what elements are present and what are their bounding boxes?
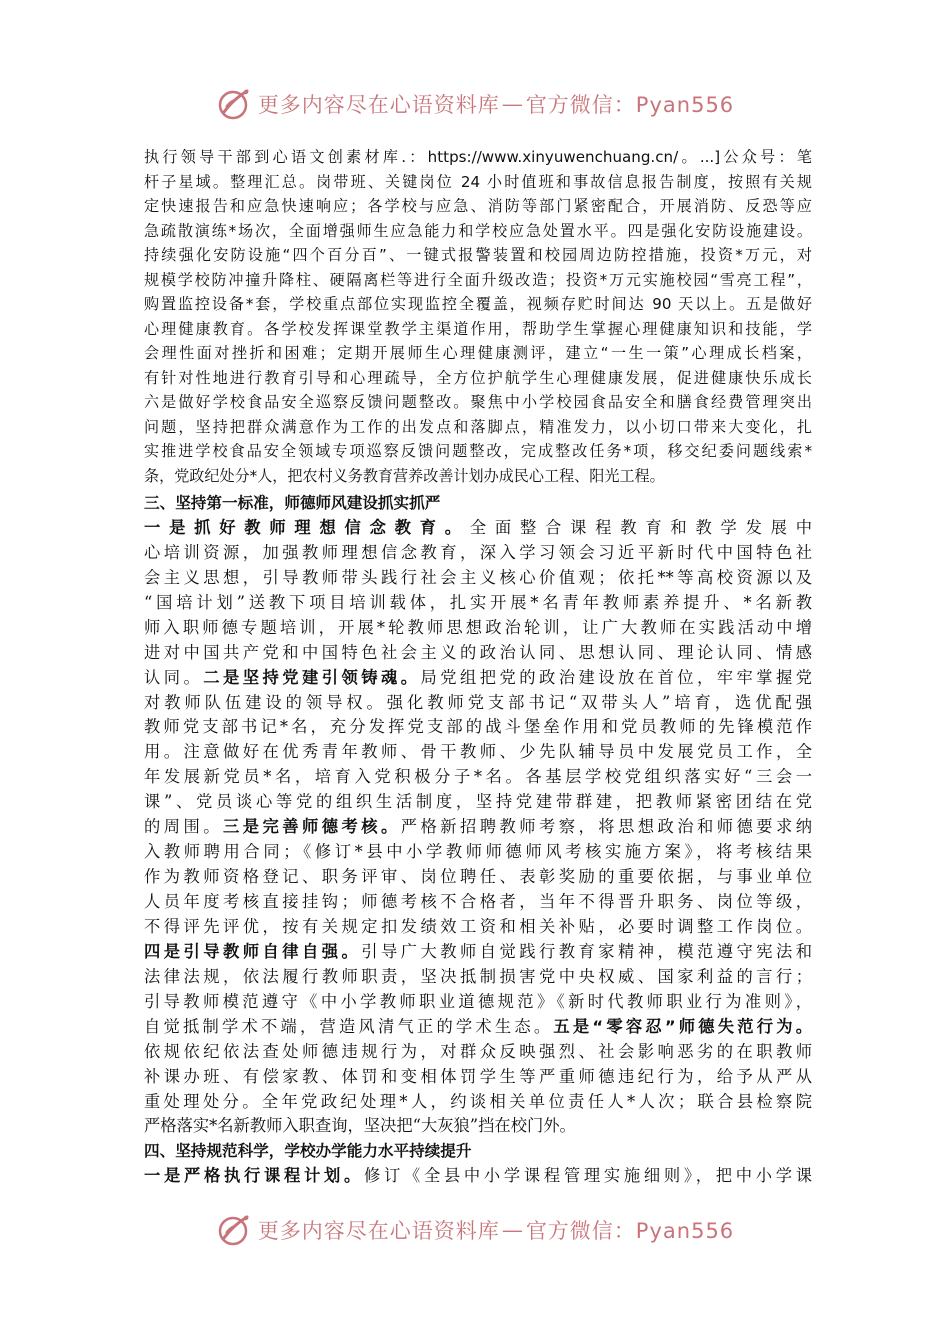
text-line: 进对中国共产党和中国特色社会主义的政治认同、思想认同、理论认同、情感 — [144, 642, 812, 662]
section-three — [144, 491, 812, 1189]
banner-text: 更多内容尽在心语资料库 — [257, 1219, 500, 1243]
point-one-title: 一是抓好教师理想信念教育。 — [144, 517, 470, 537]
text-line: 法律法规，依法履行教师职责，坚决抵制损害党中央权威、国家利益的言行； — [144, 966, 812, 986]
text-line: 课”、党员谈心等党的组织生活制度，坚持党建带群建，把教师紧密团结在党 — [144, 792, 812, 812]
text-line: 不得评先评优，按有关规定扣发绩效工资和相关补贴，必要时调整工作岗位。 — [144, 916, 812, 936]
text-line: 执行领导干部到心语文创素材库.：https://www.xinyuwenchuang.cn/。...]公众号：笔 — [144, 148, 812, 166]
text-line: 作为教师资格登记、职务评审、岗位聘任、表彰奖励的重要依据，与事业单位 — [144, 867, 812, 887]
text-line — [144, 1164, 812, 1189]
banner-wechat: 官方微信：Pyan556 — [525, 93, 735, 117]
text-line: 条，党政纪处分*人，把农村义务教育营养改善计划办成民心工程、阳光工程。 — [144, 466, 665, 485]
text-span: 的周围。 — [144, 817, 223, 837]
text-line: 心培训资源，加强教师理想信念教育，深入学习领会习近平新时代中国特色社 — [144, 542, 812, 562]
text-span: 修订《全县中小学课程管理实施细则》，把中小学课 — [363, 1166, 812, 1186]
text-line: 心理健康教育。各学校发挥课堂教学主渠道作用，帮助学生掌握心理健康知识和技能，学 — [144, 319, 812, 338]
brush-logo-icon — [216, 1212, 252, 1248]
section-three-heading: 三、坚持第一标准，师德师风建设抓实抓严 — [144, 494, 441, 512]
text-span: 局党组把党的政治建设放在首位，牢牢掌握党 — [420, 667, 812, 687]
banner-text: 更多内容尽在心语资料库 — [257, 93, 500, 117]
s4-point-one-title: 一是严格执行课程计划。 — [144, 1166, 364, 1186]
banner-wechat: 官方微信：Pyan556 — [525, 1219, 735, 1243]
header-banner — [0, 82, 950, 126]
footer-banner — [0, 1208, 950, 1252]
text-line: 急疏散演练*场次，全面增强师生应急能力和学校应急处置水平。四是强化安防设施建设。 — [144, 221, 812, 240]
text-line: 购置监控设备*套，学校重点部位实现监控全覆盖，视频存贮时间达 90 天以上。五是做好 — [144, 295, 812, 313]
text-span: 认同。 — [144, 667, 204, 687]
text-line: 严格落实*名新教师入职查询，坚决把“大灰狼”挡在校门外。 — [144, 1116, 576, 1136]
text-line: 实推进学校食品安全领域专项巡察反馈问题整改，完成整改任务*项，移交纪委问题线索* — [144, 442, 812, 460]
brush-logo-icon — [216, 86, 252, 122]
text-line: 会主义思想，引导教师带头践行社会主义核心价值观；依托**等高校资源以及 — [144, 567, 812, 587]
point-three-title: 三是完善师德考核。 — [223, 817, 401, 837]
text-line: 师入职师德专题培训，开展*轮教师思想政治轮训，让广大教师在实践活动中增 — [144, 617, 812, 637]
point-four-title: 四是引导教师自律自强。 — [144, 941, 362, 961]
text-line — [144, 1015, 812, 1040]
text-line: 问题，坚持把群众满意作为工作的出发点和落脚点，精准发力，以小切口带来大变化，扎 — [144, 417, 812, 436]
text-line: 用。注意做好在优秀青年教师、骨干教师、少先队辅导员中发展党员工作，全 — [144, 742, 812, 762]
banner-separator: — — [501, 92, 524, 116]
text-line: “国培计划”送教下项目培训载体，扎实开展*名青年教师素养提升、*名新教 — [144, 592, 812, 612]
banner-separator: — — [501, 1218, 524, 1242]
text-line — [144, 940, 812, 965]
text-line: 人员年度考核直接挂钩；师德考核不合格者，当年不得晋升职务、岗位等级， — [144, 892, 812, 911]
text-line: 引导教师模范遵守《中小学教师职业道德规范》《新时代教师职业行为准则》， — [144, 991, 812, 1011]
text-line: 年发展新党员*名，培育入党积极分子*名。各基层学校党组织落实好“三会一 — [144, 767, 812, 787]
text-line: 教师党支部书记*名，充分发挥党支部的战斗堡垒作用和党员教师的先锋模范作 — [144, 717, 812, 737]
point-two-title: 二是坚持党建引领铸魂。 — [203, 667, 421, 687]
text-span: 严格新招聘教师考察，将思想政治和师德要求纳 — [400, 817, 812, 837]
text-span: 引导广大教师自觉践行教育家精神，模范遵守宪法和 — [361, 941, 812, 961]
text-line: 有针对性地进行教育引导和心理疏导，全方位护航学生心理健康发展，促进健康快乐成长 — [144, 368, 812, 387]
text-line: 对教师队伍建设的领导权。强化教师党支部书记“双带头人”培育，选优配强 — [144, 692, 812, 712]
section-two-continuation — [144, 145, 812, 488]
text-line: 依规依纪依法查处师德违规行为，对群众反映强烈、社会影响恶劣的在职教师 — [144, 1041, 812, 1061]
text-line — [144, 516, 812, 541]
section-four-heading: 四、坚持规范科学，学校办学能力水平持续提升 — [144, 1142, 472, 1161]
text-line: 会理性面对挫折和困难；定期开展师生心理健康测评，建立“一生一策”心理成长档案， — [144, 344, 812, 362]
text-line: 补课办班、有偿家教、体罚和变相体罚学生等严重师德违纪行为，给予从严从 — [144, 1066, 812, 1086]
text-line: 入教师聘用合同；《修订*县中小学教师师德师风考核实施方案》，将考核结果 — [144, 842, 812, 862]
text-line: 规模学校防冲撞升降柱、硬隔离栏等进行全面升级改造；投资*万元实施校园“雪亮工程”， — [144, 270, 812, 289]
text-line — [144, 666, 812, 691]
text-line: 杆子星域。整理汇总。岗带班、关键岗位 24 小时值班和事故信息报告制度，按照有关规 — [144, 172, 812, 191]
point-five-title: 五是“零容忍”师德失范行为。 — [553, 1016, 812, 1036]
text-line: 六是做好学校食品安全巡察反馈问题整改。聚焦中小学校园食品安全和膳食经费管理突出 — [144, 393, 812, 411]
text-line — [144, 815, 812, 840]
text-span: 自觉抵制学术不端，营造风清气正的学术生态。 — [144, 1016, 554, 1036]
text-line: 定快速报告和应急快速响应；各学校与应急、消防等部门紧密配合，开展消防、反恐等应 — [144, 197, 812, 215]
text-line: 重处理处分。全年党政纪处理*人，约谈相关单位责任人*人次；联合县检察院 — [144, 1091, 812, 1111]
text-span: 全面整合课程教育和教学发展中 — [469, 517, 812, 537]
text-line: 持续强化安防设施“四个百分百”、一键式报警装置和校园周边防控措施，投资*万元，对 — [144, 246, 812, 264]
